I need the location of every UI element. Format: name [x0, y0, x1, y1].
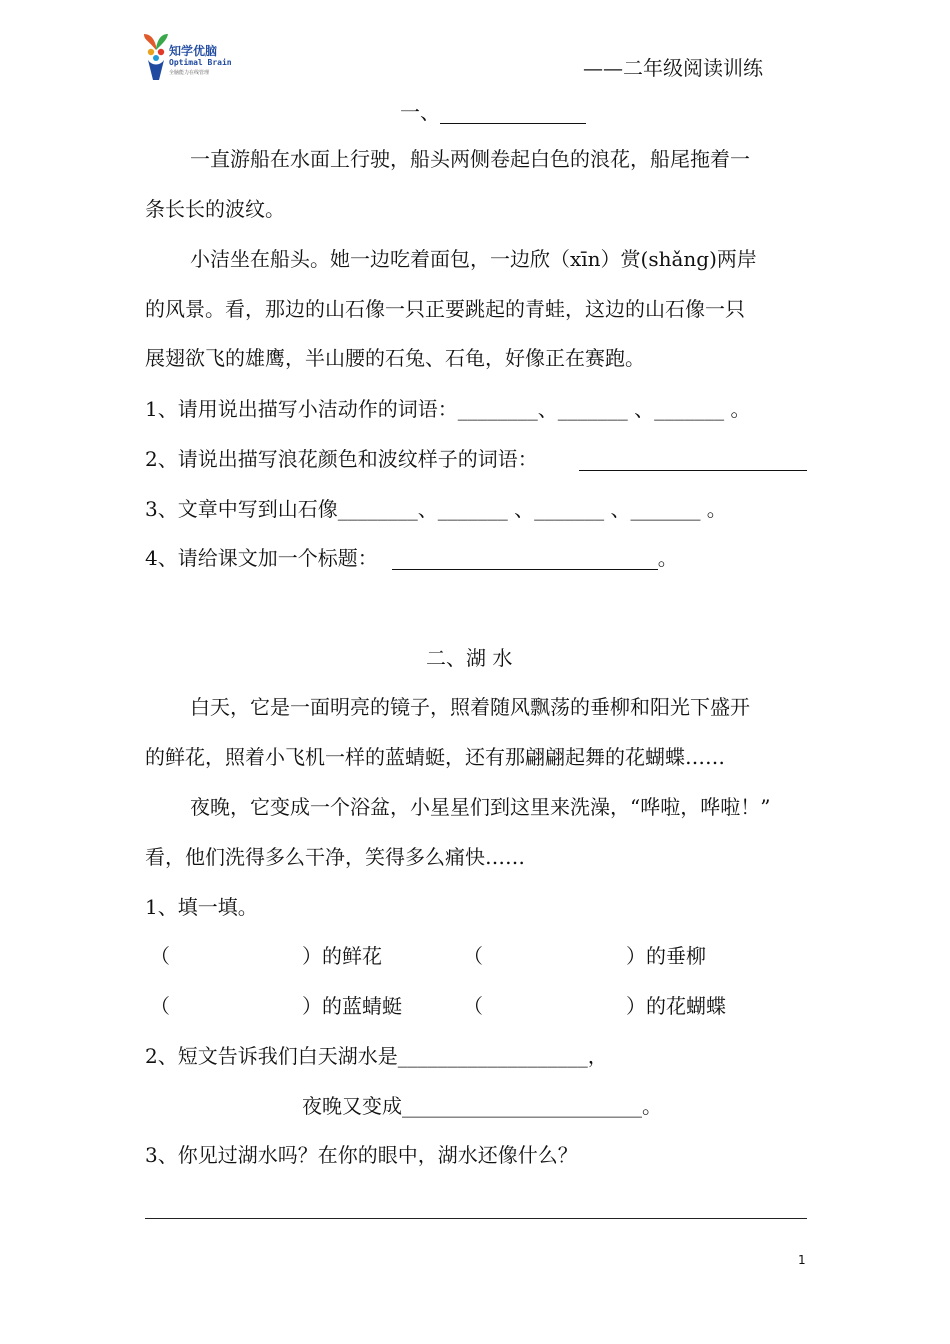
fill-paren-open-2: （ [463, 944, 483, 968]
section1-question-2-text: 2、请说出描写浪花颜色和波纹样子的词语： [145, 447, 538, 471]
section2-para1-line2: 的鲜花，照着小飞机一样的蓝蜻蜓，还有那翩翩起舞的花蝴蝶…… [145, 745, 725, 769]
answer-line[interactable] [145, 1218, 807, 1219]
logo-text-cn: 知学优脑 [169, 44, 218, 58]
logo [142, 30, 252, 86]
fill-paren-open-3: （ [150, 994, 170, 1018]
fill-item-dragonfly[interactable]: ）的蓝蜻蜓 [302, 994, 402, 1018]
section1-question-3: 3、文章中写到山石像________、_______ 、_______ 、_______ 。 [145, 497, 727, 521]
fill-item-willow[interactable]: ）的垂柳 [626, 944, 706, 968]
logo-tree-icon [142, 30, 170, 82]
section1-question-4 [145, 546, 678, 570]
section1-number: 一、 [400, 100, 440, 124]
worksheet-subtitle: ——二年级阅读训练 [583, 56, 763, 80]
fill-item-flowers[interactable]: ）的鲜花 [302, 944, 382, 968]
logo-text-en: Optimal Brain [169, 58, 232, 67]
section1-para1-line2: 条长长的波纹。 [145, 197, 285, 221]
section1-question-4-text: 4、请给课文加一个标题： [145, 546, 378, 570]
section1-para2-line3: 展翅欲飞的雄鹰，半山腰的石兔、石龟，好像正在赛跑。 [145, 346, 645, 370]
section1-question-2-answer-line[interactable] [579, 470, 807, 471]
section1-heading [400, 100, 586, 124]
logo-tagline: 全脑能力在线管理 [169, 70, 210, 76]
fill-item-butterfly[interactable]: ）的花蝴蝶 [626, 994, 726, 1018]
section2-question-3: 3、你见过湖水吗？在你的眼中，湖水还像什么？ [145, 1143, 578, 1167]
fill-paren-open-4: （ [463, 994, 483, 1018]
section1-title-blank[interactable] [440, 105, 586, 124]
section2-para1-line1: 白天，它是一面明亮的镜子，照着随风飘荡的垂柳和阳光下盛开 [190, 695, 750, 719]
section1-para1-line1: 一直游船在水面上行驶，船头两侧卷起白色的浪花，船尾拖着一 [190, 147, 750, 171]
section1-para2-line1: 小洁坐在船头。她一边吃着面包，一边欣（xīn）赏(shǎng)两岸 [190, 247, 757, 271]
section2-heading: 二、湖 水 [426, 646, 513, 670]
section2-question-1: 1、填一填。 [145, 895, 258, 919]
section2-question-2-line1: 2、短文告诉我们白天湖水是___________________， [145, 1044, 608, 1068]
page-number: 1 [798, 1253, 806, 1267]
section2-question-2-line2: 夜晚又变成________________________。 [302, 1094, 662, 1118]
section2-para2-line1: 夜晚，它变成一个浴盆，小星星们到这里来洗澡，“哗啦，哗啦！” [190, 795, 771, 819]
section1-question-4-end: 。 [657, 546, 678, 570]
section1-question-2 [145, 447, 538, 471]
fill-paren-open-1: （ [150, 944, 170, 968]
section1-question-4-answer-line[interactable] [392, 551, 658, 570]
section1-question-1: 1、请用说出描写小洁动作的词语：________、_______ 、_______ 。 [145, 397, 751, 421]
section1-para2-line2: 的风景。看，那边的山石像一只正要跳起的青蛙，这边的山石像一只 [145, 297, 745, 321]
section2-para2-line2: 看，他们洗得多么干净，笑得多么痛快…… [145, 845, 525, 869]
